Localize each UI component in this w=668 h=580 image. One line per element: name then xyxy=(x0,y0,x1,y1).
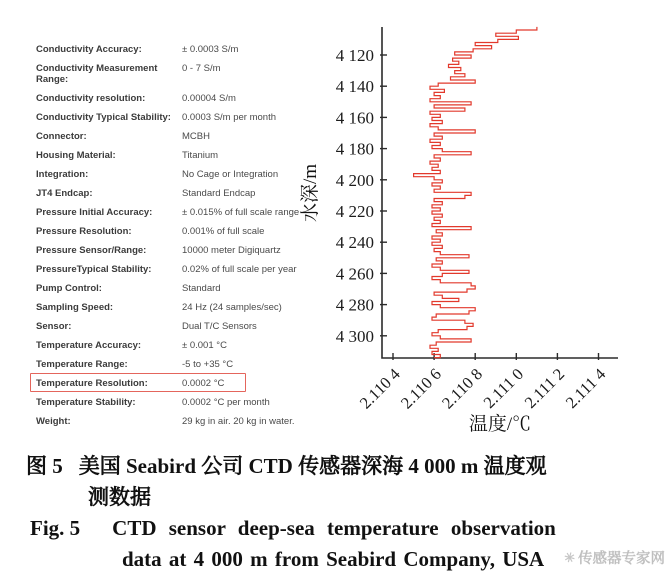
spec-label: Conductivity Typical Stability: xyxy=(36,112,171,123)
y-tick-label: 4 140 xyxy=(335,77,374,97)
spec-row xyxy=(36,112,304,123)
spec-value: -5 to +35 °C xyxy=(182,359,234,370)
watermark-logo-icon: ✳ xyxy=(562,548,577,566)
spec-value: Standard Endcap xyxy=(182,188,256,199)
spec-value: 0.00004 S/m xyxy=(182,93,236,104)
caption-zh-line1 xyxy=(0,451,668,482)
caption-zh-text: 美国 Seabird 公司 CTD 传感器深海 4 000 m 温度观 xyxy=(78,454,547,478)
spec-label: Pressure Initial Accuracy: xyxy=(36,207,153,218)
x-axis-label: 温度/℃ xyxy=(468,414,532,435)
caption-en-text: CTD sensor deep-sea temperature observation xyxy=(112,516,556,540)
y-tick-label: 4 200 xyxy=(335,170,374,190)
spec-label: Pressure Resolution: xyxy=(36,226,132,237)
spec-value: MCBH xyxy=(182,131,210,142)
spec-label: Pump Control: xyxy=(36,283,102,294)
watermark-text: 传感器专家网 xyxy=(578,551,665,567)
spec-value: 0.001% of full scale xyxy=(182,226,265,237)
spec-value: 0.0002 °C per month xyxy=(182,397,270,408)
spec-label: Conductivity Measurement Range: xyxy=(36,63,158,85)
spec-value: 0 - 7 S/m xyxy=(182,63,221,74)
x-tick-label: 2.110 4 xyxy=(355,364,404,413)
spec-row xyxy=(36,397,304,408)
spec-row-highlighted xyxy=(36,378,304,389)
spec-label: Conductivity resolution: xyxy=(36,93,146,104)
spec-value: Dual T/C Sensors xyxy=(182,321,257,332)
spec-label: JT4 Endcap: xyxy=(36,188,93,199)
temperature-depth-chart xyxy=(300,0,668,446)
spec-row xyxy=(36,264,304,275)
spec-label: Temperature Stability: xyxy=(36,397,136,408)
spec-value: 24 Hz (24 samples/sec) xyxy=(182,302,282,313)
spec-label: Pressure Sensor/Range: xyxy=(36,245,147,256)
spec-label: Sensor: xyxy=(36,321,72,332)
y-tick-label: 4 300 xyxy=(335,326,374,346)
spec-label: Temperature Resolution: xyxy=(36,378,148,389)
chart-svg xyxy=(300,0,668,446)
spec-value: 0.02% of full scale per year xyxy=(182,264,297,275)
spec-label: Temperature Accuracy: xyxy=(36,340,142,351)
spec-value: ± 0.001 °C xyxy=(182,340,227,351)
spec-row xyxy=(36,416,304,427)
caption-en-line2: data at 4 000 m from Seabird Company, USA xyxy=(122,547,545,571)
spec-row xyxy=(36,131,304,142)
spec-row xyxy=(36,245,304,256)
spec-row xyxy=(36,169,304,180)
spec-value: 0.0003 S/m per month xyxy=(182,112,276,123)
spec-value: 0.0002 °C xyxy=(182,378,225,389)
spec-row xyxy=(36,283,304,294)
spec-label: PressureTypical Stability: xyxy=(36,264,152,275)
spec-label: Temperature Range: xyxy=(36,359,128,370)
spec-label: Weight: xyxy=(36,416,71,427)
spec-value: 10000 meter Digiquartz xyxy=(182,245,281,256)
spec-value: No Cage or Integration xyxy=(182,169,279,180)
caption-en-fig-label: Fig. 5 xyxy=(30,516,81,540)
spec-label: Sampling Speed: xyxy=(36,302,114,313)
spec-label: Conductivity Accuracy: xyxy=(36,44,142,55)
spec-row xyxy=(36,188,304,199)
spec-row xyxy=(36,44,304,55)
spec-row xyxy=(36,63,304,85)
x-tick-label: 2.111 4 xyxy=(561,364,610,412)
y-tick-label: 4 160 xyxy=(335,108,374,128)
x-tick-label: 2.111 0 xyxy=(479,364,528,412)
caption-zh-fig-label: 图 5 xyxy=(26,454,63,478)
caption-en-line1 xyxy=(0,512,668,544)
x-tick-label: 2.110 8 xyxy=(438,364,487,413)
y-tick-label: 4 240 xyxy=(335,233,374,253)
y-tick-label: 4 260 xyxy=(335,264,374,284)
x-tick-label: 2.111 2 xyxy=(520,364,569,412)
y-tick-label: 4 280 xyxy=(335,295,374,315)
spec-label: Integration: xyxy=(36,169,89,180)
spec-row xyxy=(36,340,304,351)
spec-value: Titanium xyxy=(182,150,219,161)
spec-value: ± 0.0003 S/m xyxy=(182,44,239,55)
spec-row xyxy=(36,321,304,332)
spec-row xyxy=(36,226,304,237)
y-axis-label: 水深/m xyxy=(300,163,321,223)
y-tick-label: 4 180 xyxy=(335,139,374,159)
spec-row xyxy=(36,359,304,370)
spec-row xyxy=(36,207,304,218)
spec-row xyxy=(36,93,304,104)
x-tick-label: 2.110 6 xyxy=(396,364,445,413)
axes-frame xyxy=(382,27,618,358)
spec-value: Standard xyxy=(182,283,221,294)
spec-table xyxy=(36,44,304,435)
watermark xyxy=(564,547,665,568)
spec-row xyxy=(36,302,304,313)
spec-value: 29 kg in air. 20 kg in water. xyxy=(182,416,295,427)
y-tick-label: 4 220 xyxy=(335,202,374,221)
spec-label: Connector: xyxy=(36,131,87,142)
spec-label: Housing Material: xyxy=(36,150,116,161)
y-tick-label: 4 120 xyxy=(335,46,374,65)
spec-value: ± 0.015% of full scale range xyxy=(182,207,300,218)
caption-zh-line2: 测数据 xyxy=(88,485,151,509)
spec-row xyxy=(36,150,304,161)
temperature-profile-line xyxy=(414,27,537,358)
